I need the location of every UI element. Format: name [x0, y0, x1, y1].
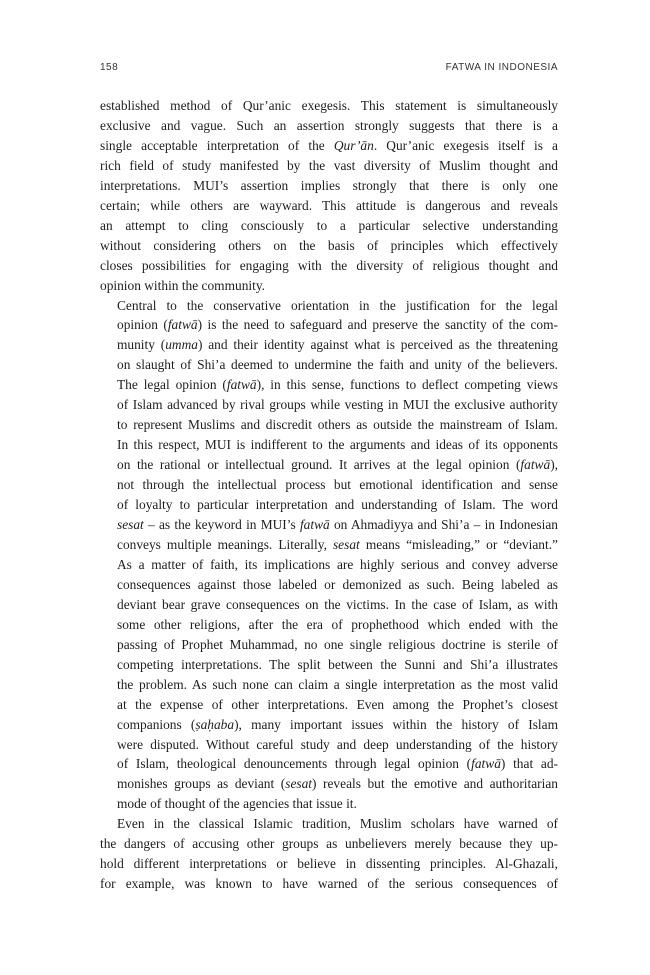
text-line: were disputed. Without careful study and deep understanding of the history	[117, 736, 558, 752]
running-header	[100, 62, 558, 78]
text-line: companions (ṣaḥaba), many important issues within the history of Islam	[117, 716, 558, 732]
text-line: deviant bear grave consequences on the victims. In the case of Islam, as with	[117, 596, 558, 612]
text-line: rich field of study manifested by the vast diversity of Muslim thought and	[100, 157, 558, 173]
text-line: of Islam advanced by rival groups while vesting in MUI the exclusive authority	[117, 397, 558, 413]
text-line: certain; while others are wayward. This attitude is dangerous and reveals	[100, 197, 558, 213]
text-line: at the expense of other interpretations. Even among the Prophet’s closest	[117, 696, 558, 712]
text-line: closes possibilities for engaging with the diversity of religious thought and	[100, 257, 558, 273]
text-line: conveys multiple meanings. Literally, sesat means “misleading,” or “deviant.”	[117, 536, 558, 552]
text-line: of loyalty to particular interpretation and understanding of Islam. The word	[117, 497, 558, 513]
text-line: on slaught of Shi’a deemed to undermine the faith and unity of the believers.	[117, 357, 558, 373]
text-line: opinion within the community.	[100, 277, 266, 293]
text-line: opinion (fatwā) is the need to safeguard and preserve the sanctity of the com-	[117, 317, 558, 333]
paragraph-3	[100, 814, 558, 894]
text-line: some other religions, after the era of prophethood which ended with the	[117, 616, 558, 632]
text-line: an attempt to cling consciously to a particular selective understanding	[100, 217, 558, 233]
paragraph-1	[100, 96, 558, 296]
text-line: the problem. As such none can claim a single interpretation as the most valid	[117, 676, 558, 692]
text-line: passing of Prophet Muhammad, no one single religious doctrine is sterile of	[117, 636, 558, 652]
text-line: to represent Muslims and discredit others as outside the mainstream of Islam.	[117, 417, 558, 433]
text-line: of Islam, theological denouncements through legal opinion (fatwā) that ad-	[117, 756, 558, 772]
text-line: munity (umma) and their identity against what is perceived as the threatening	[117, 337, 558, 353]
text-line: the dangers of accusing other groups as unbelievers merely because they up-	[100, 836, 558, 852]
text-line: established method of Qur’anic exegesis. This statement is simultaneously	[100, 98, 558, 113]
text-line: interpretations. MUI’s assertion implies strongly that there is only one	[100, 177, 558, 193]
text-line: sesat – as the keyword in MUI’s fatwā on Ahmadiyya and Shi’a – in Indonesian	[117, 517, 558, 533]
text-line: exclusive and vague. Such an assertion strongly suggests that there is a	[100, 117, 558, 133]
paragraph-2	[100, 296, 558, 815]
text-line: hold different interpretations or believe in dissenting principles. Al-Ghazali,	[100, 856, 558, 872]
text-line: In this respect, MUI is indifferent to the arguments and ideas of its opponents	[117, 437, 558, 453]
text-line: without considering others on the basis of principles which effectively	[100, 237, 558, 253]
text-line: As a matter of faith, its implications are highly serious and convey adverse	[117, 556, 558, 572]
text-line: consequences against those labeled or demonized as such. Being labeled as	[117, 576, 558, 592]
text-line: single acceptable interpretation of the Qur’ān. Qur’anic exegesis itself is a	[100, 137, 558, 153]
text-line: not through the intellectual process but emotional identification and sense	[117, 477, 558, 493]
text-line: mode of thought of the agencies that issue it.	[117, 796, 357, 812]
text-line: Central to the conservative orientation in the justification for the legal	[117, 297, 558, 313]
body-text	[100, 96, 558, 894]
text-line: on the rational or intellectual ground. It arrives at the legal opinion (fatwā),	[117, 457, 558, 473]
text-line: The legal opinion (fatwā), in this sense, functions to deflect competing views	[117, 377, 558, 393]
page-number: 158	[100, 62, 119, 73]
text-line: monishes groups as deviant (sesat) reveals but the emotive and authoritarian	[117, 776, 558, 792]
text-line: competing interpretations. The split between the Sunni and Shi’a illustrates	[117, 656, 558, 672]
text-line: Even in the classical Islamic tradition, Muslim scholars have warned of	[117, 816, 558, 832]
running-title: FATWA IN INDONESIA	[445, 62, 558, 73]
text-line: for example, was known to have warned of the serious consequences of	[100, 876, 558, 892]
